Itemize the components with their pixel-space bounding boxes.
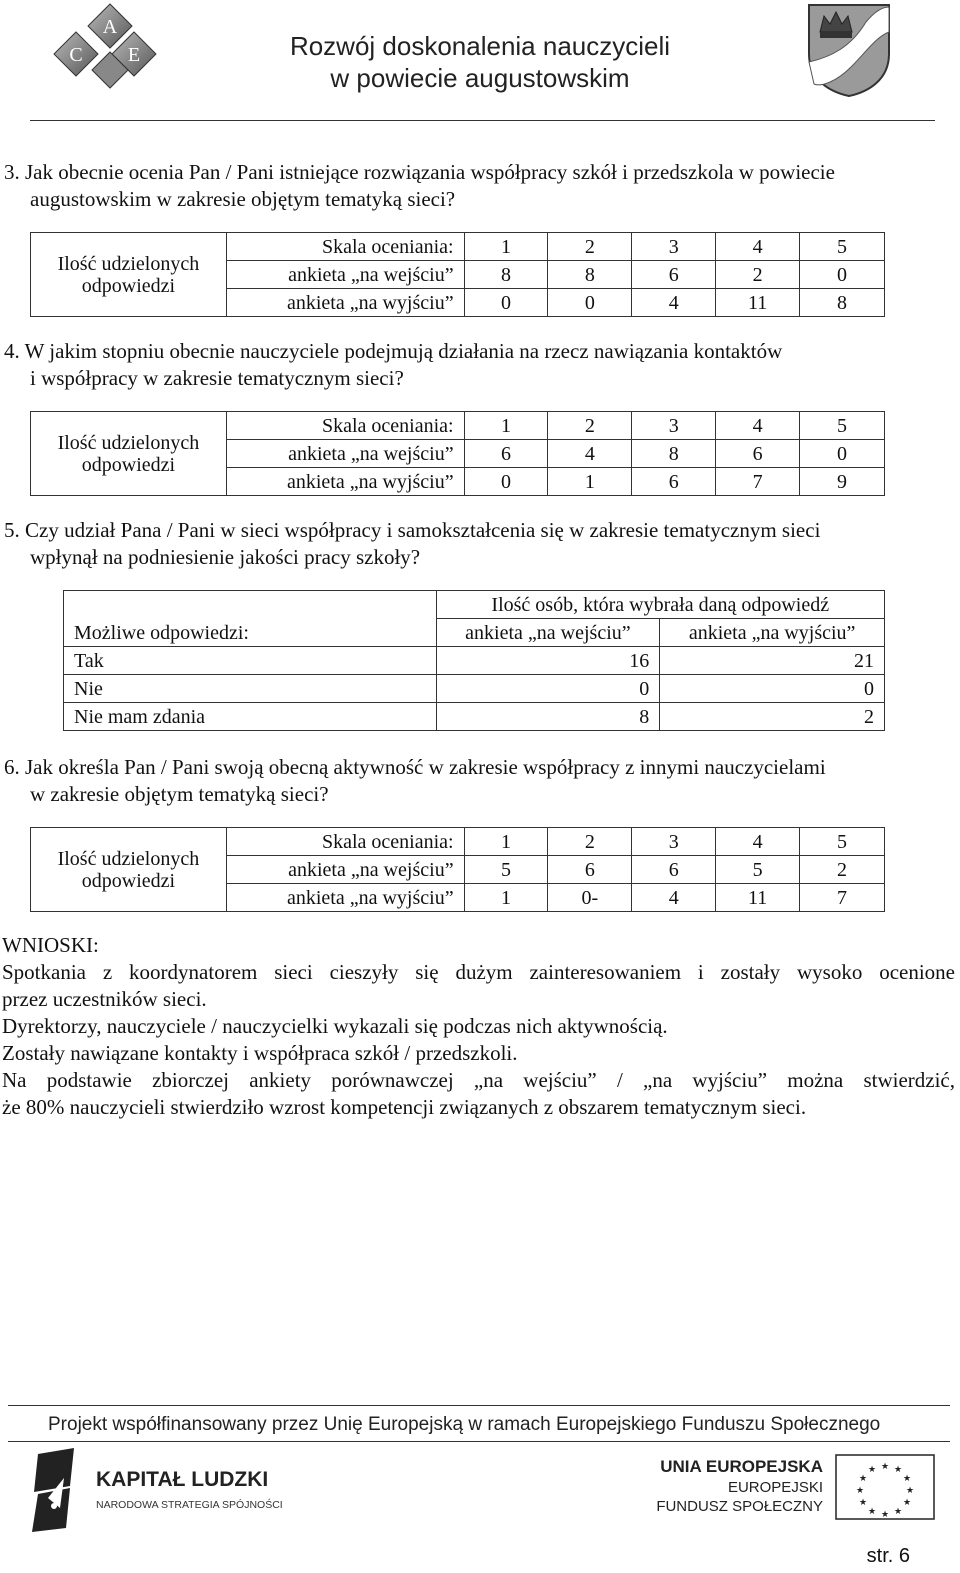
table-cell: 5 bbox=[800, 828, 885, 856]
eu-line1: UNIA EUROPEJSKA bbox=[660, 1457, 823, 1476]
logo-letter-a: A bbox=[102, 16, 118, 38]
table-cell: 5 bbox=[800, 233, 885, 261]
question-6-table bbox=[30, 827, 885, 912]
table-cell: 0 bbox=[660, 675, 885, 703]
question-6-line2: w zakresie objętym tematyką sieci? bbox=[30, 782, 329, 806]
table-cell: 4 bbox=[716, 828, 800, 856]
table-cell: 11 bbox=[716, 289, 800, 317]
conclusions-p1-line2: przez uczestników sieci. bbox=[2, 987, 207, 1011]
row-label: Ilość udzielonych odpowiedzi bbox=[31, 828, 227, 912]
svg-text:★: ★ bbox=[905, 1485, 915, 1495]
table-cell: 16 bbox=[436, 647, 660, 675]
question-4-line1: 4. W jakim stopniu obecnie nauczyciele podejmują działania na rzecz nawiązania kontaktów bbox=[4, 339, 783, 363]
table-cell: 6 bbox=[548, 856, 632, 884]
table-cell: 0 bbox=[464, 289, 548, 317]
question-3-table bbox=[30, 232, 885, 317]
question-3-line1: 3. Jak obecnie ocenia Pan / Pani istniejące rozwiązania współpracy szkół i przedszkola w powiecie bbox=[4, 160, 835, 184]
col-in-header: ankieta „na wejściu” bbox=[436, 619, 660, 647]
question-4 bbox=[4, 338, 944, 392]
kapital-ludzki-mark-icon bbox=[32, 1448, 74, 1532]
table-cell: 8 bbox=[800, 289, 885, 317]
conclusions-p2: Dyrektorzy, nauczyciele / nauczycielki wykazali się podczas nich aktywnością. bbox=[2, 1014, 668, 1038]
table-cell: 0 bbox=[800, 440, 885, 468]
out-label: ankieta „na wyjściu” bbox=[226, 289, 464, 317]
table-cell: 4 bbox=[548, 440, 632, 468]
table-cell: 1 bbox=[464, 412, 548, 440]
out-label: ankieta „na wyjściu” bbox=[226, 884, 464, 912]
answer-label: Tak bbox=[64, 647, 437, 675]
question-5-table bbox=[63, 590, 885, 731]
table-cell: 1 bbox=[464, 828, 548, 856]
conclusions bbox=[2, 932, 955, 1121]
svg-text:★: ★ bbox=[858, 1497, 868, 1507]
coat-of-arms bbox=[806, 2, 892, 98]
conclusions-p1-line1: Spotkania z koordynatorem sieci cieszyły się dużym zainteresowaniem i zostały wysoko ocenione bbox=[2, 960, 955, 984]
table-cell: 6 bbox=[632, 856, 716, 884]
table-cell: 21 bbox=[660, 647, 885, 675]
table-cell: 8 bbox=[548, 261, 632, 289]
table-row bbox=[31, 412, 885, 440]
conclusions-heading: WNIOSKI: bbox=[2, 933, 99, 957]
footer-project-text: Projekt współfinansowany przez Unię Europejską w ramach Europejskiego Funduszu Społecznego bbox=[48, 1414, 881, 1435]
header-title bbox=[180, 30, 780, 94]
table-cell: 3 bbox=[632, 233, 716, 261]
table-row bbox=[31, 828, 885, 856]
eu-line2: EUROPEJSKI bbox=[727, 1479, 823, 1496]
kapital-ludzki-subtitle: NARODOWA STRATEGIA SPÓJNOŚCI bbox=[96, 1499, 283, 1511]
question-4-line2: i współpracy w zakresie tematycznym sieci? bbox=[30, 366, 404, 390]
question-5 bbox=[4, 517, 944, 571]
table-cell: 4 bbox=[632, 289, 716, 317]
svg-text:★: ★ bbox=[867, 1506, 877, 1516]
table-cell: 2 bbox=[548, 412, 632, 440]
table-cell: 6 bbox=[716, 440, 800, 468]
svg-text:★: ★ bbox=[867, 1464, 877, 1474]
question-5-line2: wpłynął na podniesienie jakości pracy szkoły? bbox=[30, 545, 421, 569]
question-6 bbox=[4, 754, 944, 808]
eu-line3: FUNDUSZ SPOŁECZNY bbox=[656, 1498, 823, 1515]
table-row bbox=[64, 675, 885, 703]
table-cell: 7 bbox=[800, 884, 885, 912]
table-cell: 3 bbox=[632, 412, 716, 440]
in-label: ankieta „na wejściu” bbox=[226, 261, 464, 289]
eu-fund-logo bbox=[640, 1453, 940, 1523]
row-label: Ilość udzielonych odpowiedzi bbox=[31, 412, 227, 496]
table-cell: 6 bbox=[632, 261, 716, 289]
table-cell: 1 bbox=[548, 468, 632, 496]
svg-text:★: ★ bbox=[880, 1461, 890, 1471]
table-cell: 8 bbox=[464, 261, 548, 289]
logo-letter-c: C bbox=[69, 44, 83, 66]
svg-text:★: ★ bbox=[902, 1497, 912, 1507]
table-cell: 0 bbox=[436, 675, 660, 703]
row-label: Ilość udzielonych odpowiedzi bbox=[31, 233, 227, 317]
table-cell: 2 bbox=[660, 703, 885, 731]
table-cell: 9 bbox=[800, 468, 885, 496]
answer-label: Nie mam zdania bbox=[64, 703, 437, 731]
table-cell: 1 bbox=[464, 884, 548, 912]
svg-text:★: ★ bbox=[880, 1509, 890, 1519]
table-cell: 6 bbox=[464, 440, 548, 468]
table-cell: 2 bbox=[548, 828, 632, 856]
header-title-line2: w powiecie augustowskim bbox=[330, 63, 630, 93]
svg-text:★: ★ bbox=[893, 1464, 903, 1474]
cae-logo bbox=[52, 2, 168, 98]
table-cell: 6 bbox=[632, 468, 716, 496]
col-out-header: ankieta „na wyjściu” bbox=[660, 619, 885, 647]
scale-label: Skala oceniania: bbox=[226, 828, 464, 856]
conclusions-p3: Zostały nawiązane kontakty i współpraca szkół / przedszkoli. bbox=[2, 1041, 518, 1065]
table-cell: 0 bbox=[800, 261, 885, 289]
table-row bbox=[31, 233, 885, 261]
kapital-ludzki-logo bbox=[30, 1448, 300, 1534]
question-5-line1: 5. Czy udział Pana / Pani w sieci współpracy i samokształcenia się w zakresie tematycznym sieci bbox=[4, 518, 821, 542]
out-label: ankieta „na wyjściu” bbox=[226, 468, 464, 496]
svg-text:★: ★ bbox=[893, 1506, 903, 1516]
in-label: ankieta „na wejściu” bbox=[226, 440, 464, 468]
footer-rule-bottom bbox=[8, 1441, 950, 1442]
header-rule bbox=[30, 120, 935, 121]
kapital-ludzki-title: KAPITAŁ LUDZKI bbox=[96, 1468, 269, 1491]
table-cell: 4 bbox=[716, 412, 800, 440]
header-title-line1: Rozwój doskonalenia nauczycieli bbox=[289, 31, 671, 61]
scale-label: Skala oceniania: bbox=[226, 233, 464, 261]
table-cell: 4 bbox=[632, 884, 716, 912]
table-cell: 7 bbox=[716, 468, 800, 496]
in-label: ankieta „na wejściu” bbox=[226, 856, 464, 884]
table-row bbox=[64, 703, 885, 731]
logo-letter-e: E bbox=[127, 44, 141, 66]
conclusions-p4-line1: Na podstawie zbiorczej ankiety porównawczej „na wejściu” / „na wyjściu” można stwierdzić, bbox=[2, 1068, 955, 1092]
table-cell: 0- bbox=[548, 884, 632, 912]
table-cell: 3 bbox=[632, 828, 716, 856]
table-cell: 1 bbox=[464, 233, 548, 261]
question-3 bbox=[4, 159, 944, 213]
table-cell: 8 bbox=[436, 703, 660, 731]
answers-header: Możliwe odpowiedzi: bbox=[64, 591, 437, 647]
table-cell: 5 bbox=[716, 856, 800, 884]
question-3-line2: augustowskim w zakresie objętym tematyką sieci? bbox=[30, 187, 456, 211]
page-number: str. 6 bbox=[866, 1545, 910, 1567]
table-cell: 5 bbox=[464, 856, 548, 884]
table-cell: 0 bbox=[464, 468, 548, 496]
table-cell: 8 bbox=[632, 440, 716, 468]
svg-text:★: ★ bbox=[855, 1485, 865, 1495]
question-4-table bbox=[30, 411, 885, 496]
conclusions-p4-line2: że 80% nauczycieli stwierdziło wzrost kompetencji związanych z obszarem tematycznym sieci. bbox=[2, 1095, 807, 1119]
table-cell: 0 bbox=[548, 289, 632, 317]
table-row bbox=[64, 647, 885, 675]
group-header: Ilość osób, która wybrała daną odpowiedź bbox=[436, 591, 884, 619]
table-cell: 2 bbox=[548, 233, 632, 261]
table-cell: 11 bbox=[716, 884, 800, 912]
answer-label: Nie bbox=[64, 675, 437, 703]
table-cell: 2 bbox=[800, 856, 885, 884]
table-cell: 2 bbox=[716, 261, 800, 289]
table-cell: 4 bbox=[716, 233, 800, 261]
svg-text:★: ★ bbox=[902, 1473, 912, 1483]
scale-label: Skala oceniania: bbox=[226, 412, 464, 440]
eu-flag-icon bbox=[836, 1455, 934, 1519]
footer-rule-top bbox=[8, 1405, 950, 1406]
svg-text:★: ★ bbox=[858, 1473, 868, 1483]
table-cell: 5 bbox=[800, 412, 885, 440]
table-row bbox=[64, 591, 885, 619]
question-6-line1: 6. Jak określa Pan / Pani swoją obecną aktywność w zakresie współpracy z innymi nauczycielami bbox=[4, 755, 826, 779]
